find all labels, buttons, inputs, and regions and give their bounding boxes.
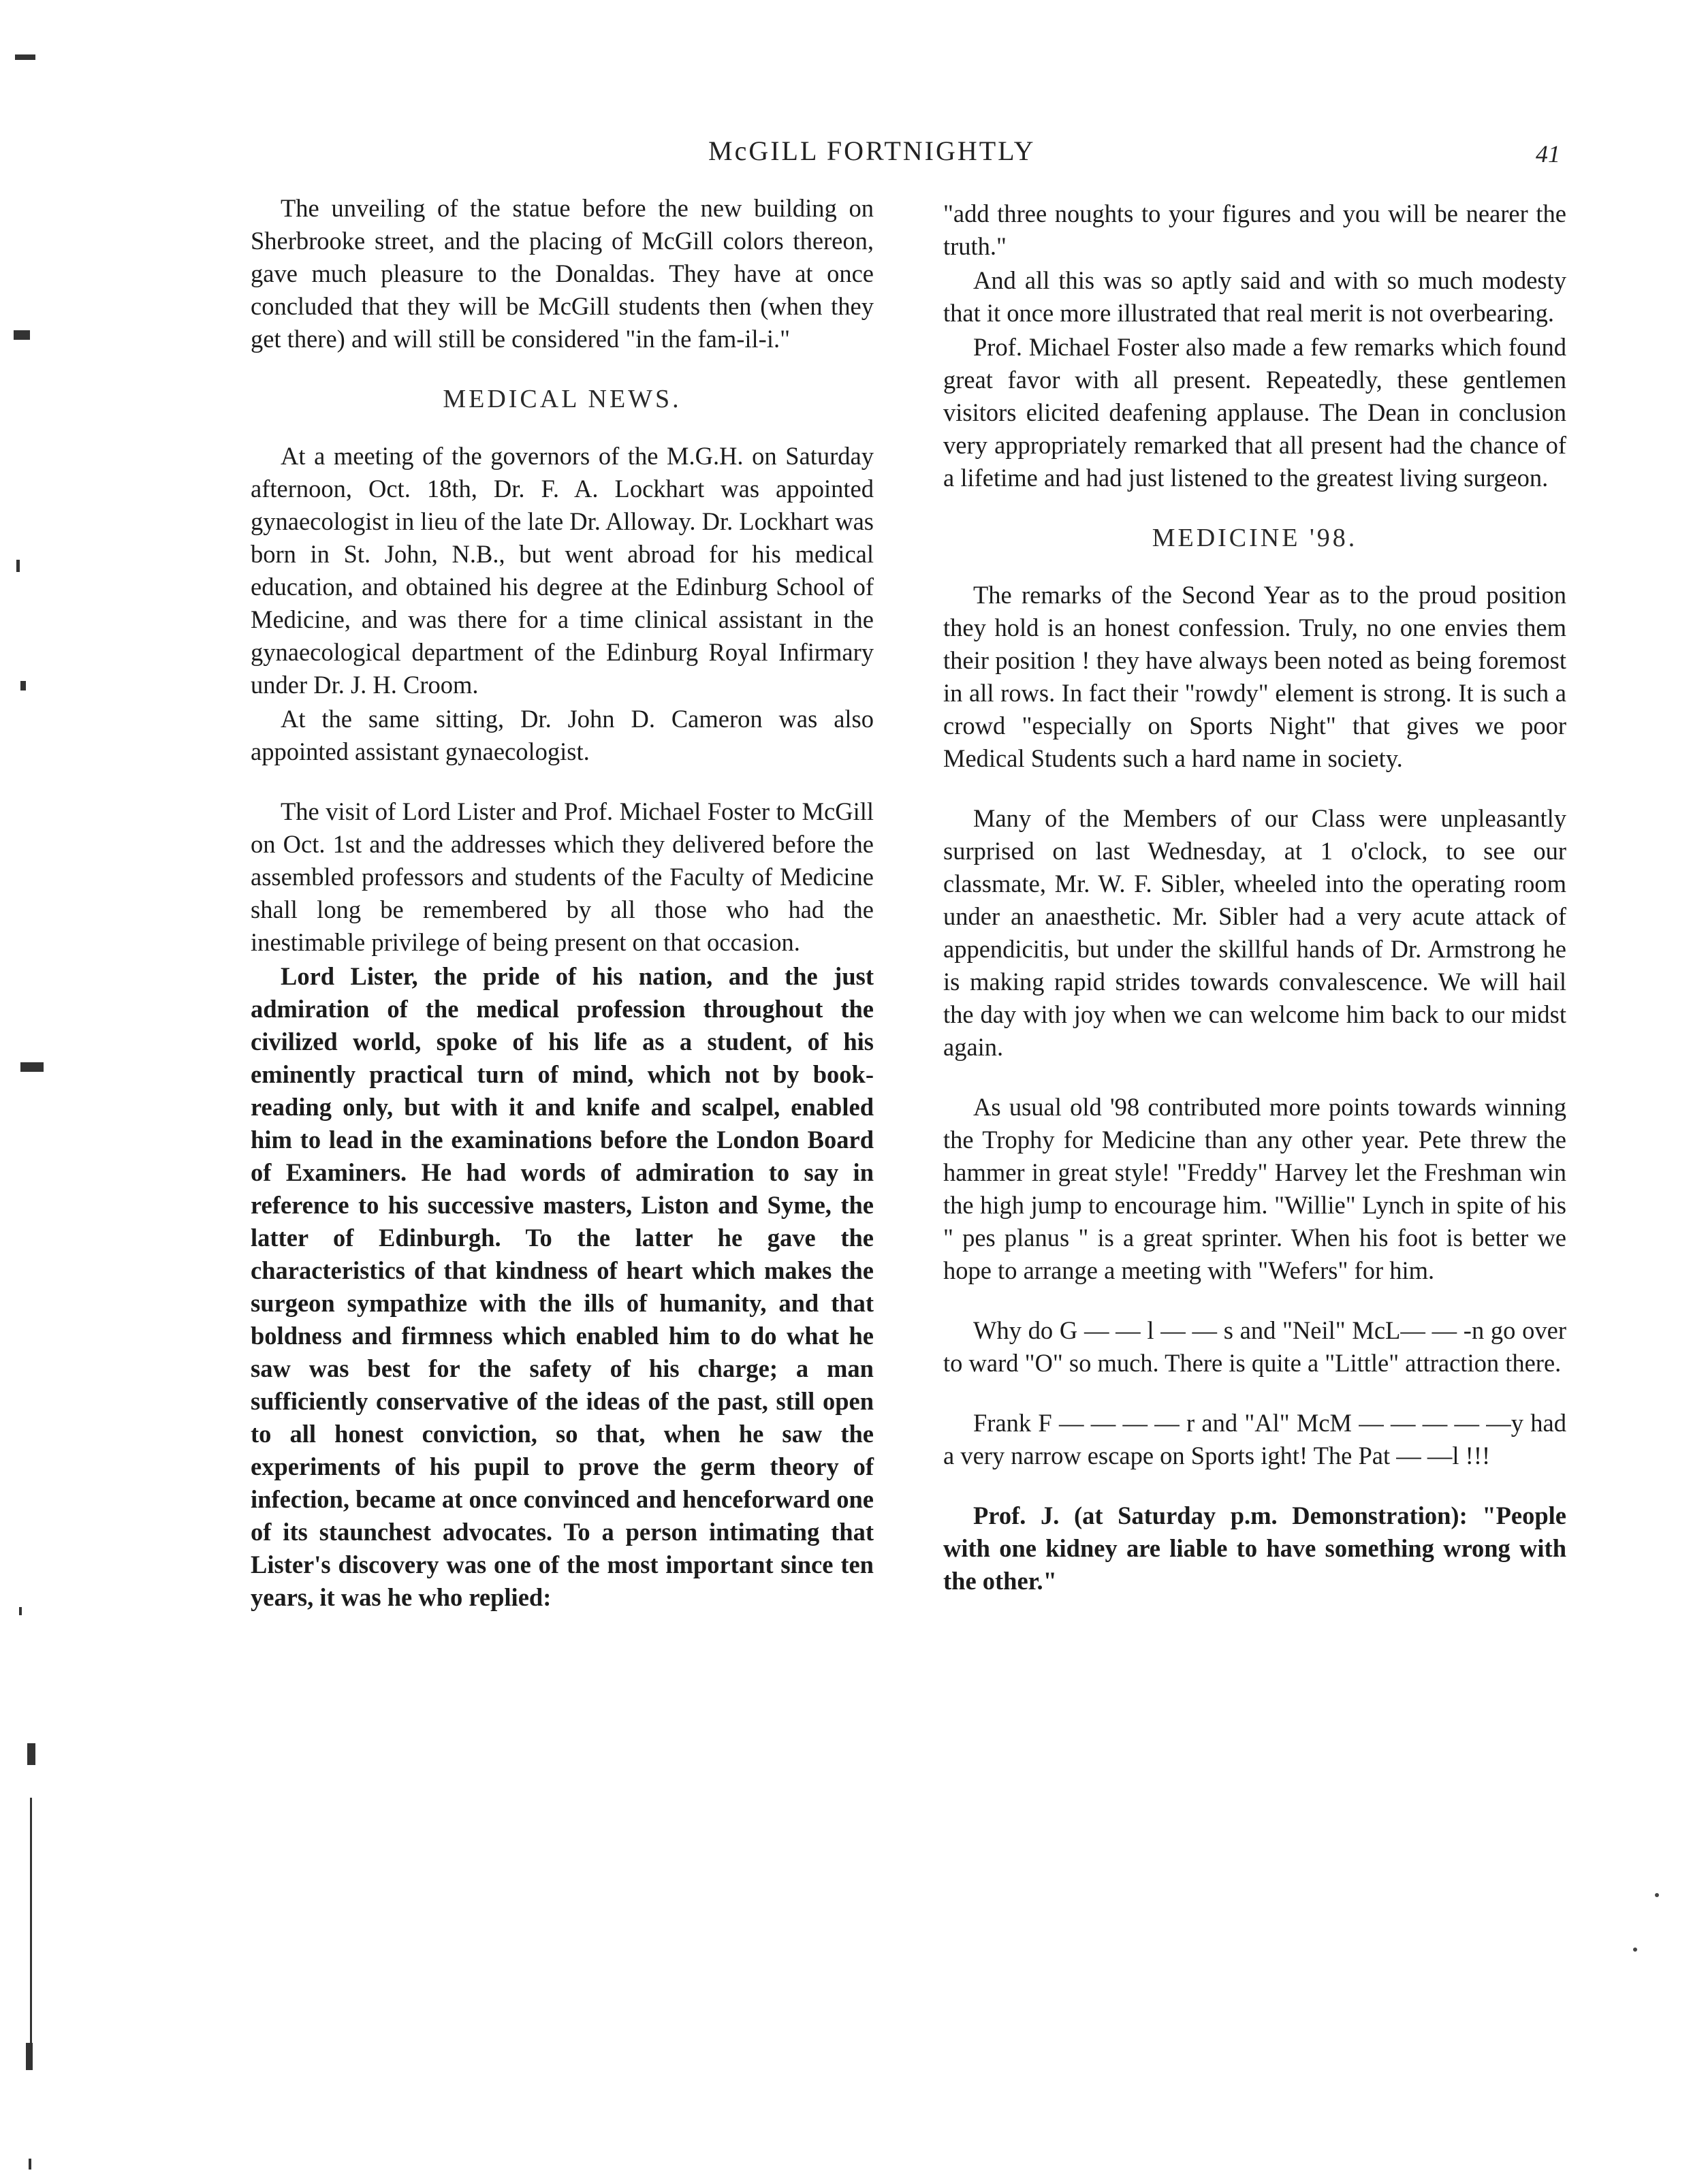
scan-dot-2 — [1633, 1948, 1637, 1952]
scan-mark-7 — [26, 2043, 33, 2070]
paragraph-kidney: Prof. J. (at Saturday p.m. Demonstration): "People with one kidney are liable to have something wrong with the other." — [943, 1501, 1566, 1595]
scan-mark-6 — [27, 1743, 35, 1765]
scan-mark-2 — [16, 560, 20, 572]
paragraph-donaldas: The unveiling of the statue before the new building on Sherbrooke street, and the placing of McGill colors thereon, gave much pleasure to the Donaldas. They have at once concluded that they will be McGill students then (when they get there) and will still be considered "in the fam-il-i." — [251, 194, 874, 353]
scan-mark-4 — [20, 1062, 44, 1072]
scan-mark-top — [15, 54, 35, 60]
paragraph-lord-lister: Lord Lister, the pride of his nation, and the just admiration of the medical profession throughout the civilized world, spoke of his life as a student, of his eminently practical turn of mind, which not by book-reading only, but with it and knife and scalpel, enabled him to lead in the examinations before the London Board of Examiners. He had words of admiration to say in reference to his successive masters, Liston and Syme, the latter of Edinburgh. To the latter he gave the characteristics of that kindness of heart which makes the surgeon sympathize with the ills of humanity, and that boldness and firmness which enabled him to do what he saw was best for the safety of his charge; a man sufficiently conservative of the ideas of the past, still open to all honest conviction, so that, when he saw the experiments of his pupil to prove the germ theory of infection, became at once convinced and henceforward one of its staunchest advocates. To a person intimating that Lister's discovery was one of the most important since ten years, it was he who replied: — [251, 962, 874, 1611]
scan-rule-left — [30, 1798, 32, 2043]
right-column — [943, 197, 1566, 1598]
paragraph-aptly: And all this was so aptly said and with so much modesty that it once more illustrated that real merit is not overbearing. — [943, 266, 1566, 327]
paragraph-second-year: The remarks of the Second Year as to the proud position they hold is an honest confession. Truly, no one envies them their position ! they have always been noted as being foremost in all rows. In fact their "rowdy" element is strong. It is such a crowd "especially on Sports Night" that gives we poor Medical Students such a hard name in society. — [943, 581, 1566, 772]
page-number: 41 — [1536, 140, 1560, 168]
scan-mark-5 — [19, 1607, 22, 1615]
paragraph-frank: Frank F — — — — r and "Al" McM — — — — —y had a very narrow escape on Sports ight! The Pat — —l !!! — [943, 1409, 1566, 1469]
paragraph-cameron: At the same sitting, Dr. John D. Cameron was also appointed assistant gynaecologist. — [251, 705, 874, 765]
paragraph-quote-continued: "add three noughts to your figures and you will be nearer the truth." — [943, 200, 1566, 260]
left-column — [251, 192, 874, 1614]
heading-medicine-98: MEDICINE '98. — [1152, 524, 1358, 552]
scan-dot-1 — [1655, 1893, 1659, 1897]
paragraph-trophy: As usual old '98 contributed more points towards winning the Trophy for Medicine than any other year. Pete threw the hammer in great style! "Freddy" Harvey let the Freshman win the high jump to encourage him. "Willie" Lynch in spite of his " pes planus " is a great sprinter. When his foot is better we hope to arrange a meeting with "Wefers" for him. — [943, 1093, 1566, 1284]
scan-mark-1 — [14, 330, 30, 340]
paragraph-lockhart: At a meeting of the governors of the M.G.H. on Saturday afternoon, Oct. 18th, Dr. F. A. Lockhart was appointed gynaecologist in lieu of the late Dr. Alloway. Dr. Lockhart was born in St. John, N.B., but went abroad for his medical education, and obtained his degree at the Edinburg School of Medicine, and was there for a time clinical assistant in the gynaecological department of the Edinburg Royal Infirmary under Dr. J. H. Croom. — [251, 442, 874, 699]
paragraph-sibler: Many of the Members of our Class were unpleasantly surprised on last Wednesday, at 1 o'clock, to see our classmate, Mr. W. F. Sibler, wheeled into the operating room under an anaesthetic. Mr. Sibler had a very acute attack of appendicitis, but under the skillful hands of Dr. Armstrong he is making rapid strides towards convalescence. We will hail the day with joy when we can welcome him back to our midst again. — [943, 804, 1566, 1061]
paragraph-ward-o: Why do G — — l — — s and "Neil" McL— — -n go over to ward "O" so much. There is quite a "Little" attraction there. — [943, 1316, 1566, 1377]
paragraph-lister-visit: The visit of Lord Lister and Prof. Michael Foster to McGill on Oct. 1st and the addresses which they delivered before the assembled professors and students of the Faculty of Medicine shall long be remembered by all those who had the inestimable privilege of being present on that occasion. — [251, 797, 874, 956]
heading-medical-news: MEDICAL NEWS. — [443, 385, 682, 413]
running-header-title: McGILL FORTNIGHTLY — [708, 136, 1036, 166]
scan-mark-8 — [29, 2159, 31, 2170]
scan-mark-3 — [20, 681, 26, 690]
paragraph-foster: Prof. Michael Foster also made a few remarks which found great favor with all present. Repeatedly, these gentlemen visitors elicited deafening applause. The Dean in conclusion very appropriately remarked that all present had the chance of a lifetime and had just listened to the greatest living surgeon. — [943, 333, 1566, 492]
